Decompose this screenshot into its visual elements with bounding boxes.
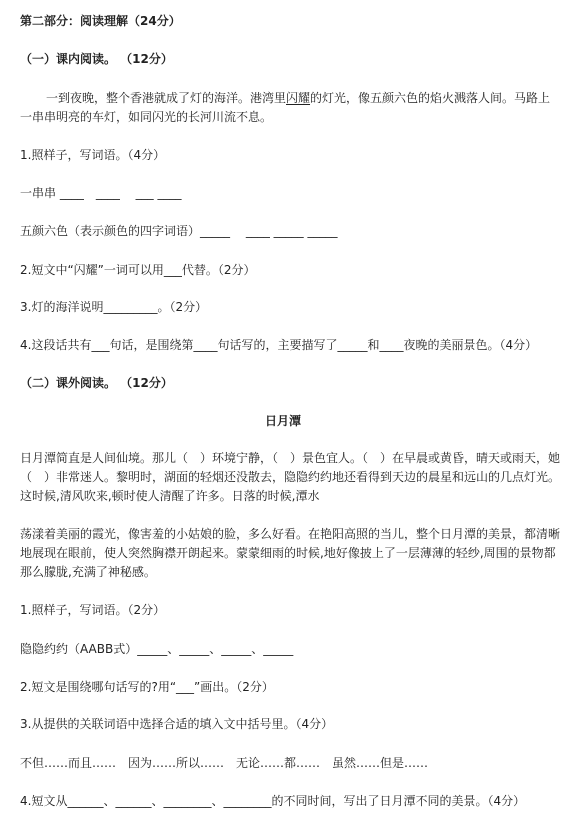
article-title: 日月潭: [264, 414, 301, 428]
section2-title: （二）课外阅读。 （12分）: [20, 376, 173, 390]
section1-passage: [20, 89, 560, 127]
article-paragraph-2: 荡漾着美丽的霞光，像害羞的小姑娘的脸，多么好看。在艳阳高照的当儿，整个日月潭的美景，都清晰地展现在眼前，使人突然胸襟开朗起来。蒙蒙细雨的时候,地好像披上了一层薄薄的轻纱,周围的景物都那么朦胧,充满了神秘感。: [20, 527, 561, 579]
s1-question-4: 4.这段话共有___句话，是围绕第____句话写的，主要描写了_____和____夜晚的美丽景色。（4分）: [20, 338, 538, 352]
s2-question-1a: 隐隐约约（AABB式）_____、_____、_____、_____: [20, 642, 294, 656]
s1-question-3: 3.灯的海洋说明_________。（2分）: [20, 300, 208, 314]
s2-question-3: 3.从提供的关联词语中选择合适的填入文中括号里。（4分）: [20, 717, 334, 731]
s2-question-3-options: 不但……而且…… 因为……所以…… 无论……都…… 虽然……但是……: [20, 756, 429, 770]
s1-question-2: 2.短文中“闪耀”一词可以用___代替。（2分）: [20, 263, 256, 277]
s1-question-1: 1.照样子，写词语。（4分）: [20, 148, 166, 162]
passage-text-before: 一到夜晚，整个香港就成了灯的海洋。港湾里: [46, 91, 287, 105]
section1-title: （一）课内阅读。 （12分）: [20, 52, 173, 66]
s1-question-1b: 五颜六色（表示颜色的四字词语）_____ ____ _____ _____: [20, 224, 338, 238]
s1-question-1a: 一串串 ____ ____ ___ ____: [20, 186, 182, 200]
article-paragraph-1: 日月潭简直是人间仙境。那儿（ ）环境宁静，（ ）景色宜人。（ ）在早晨或黄昏，晴天或雨天，她（ ）非常迷人。黎明时，湖面的轻烟还没散去，隐隐约约地还看得到天边的晨星和远山的几点灯光。这时候,清风吹来,顿时使人清醒了许多。日落的时候,潭水: [20, 451, 561, 503]
part-title: 第二部分：阅读理解（24分）: [20, 14, 181, 28]
s2-question-2: 2.短文是围绕哪句话写的?用“___”画出。（2分）: [20, 680, 274, 694]
passage-underlined-word: 闪耀: [286, 91, 311, 105]
passage-text-after: 的灯光，像五颜六色的焰火溅落人间。马路上一串串明亮的车灯，如同闪光的长河川流不息。: [20, 91, 551, 124]
s2-question-1: 1.照样子，写词语。（2分）: [20, 603, 166, 617]
s2-question-4: 4.短文从______、______、________、________的不同时间，写出了日月潭不同的美景。（4分）: [20, 794, 526, 808]
